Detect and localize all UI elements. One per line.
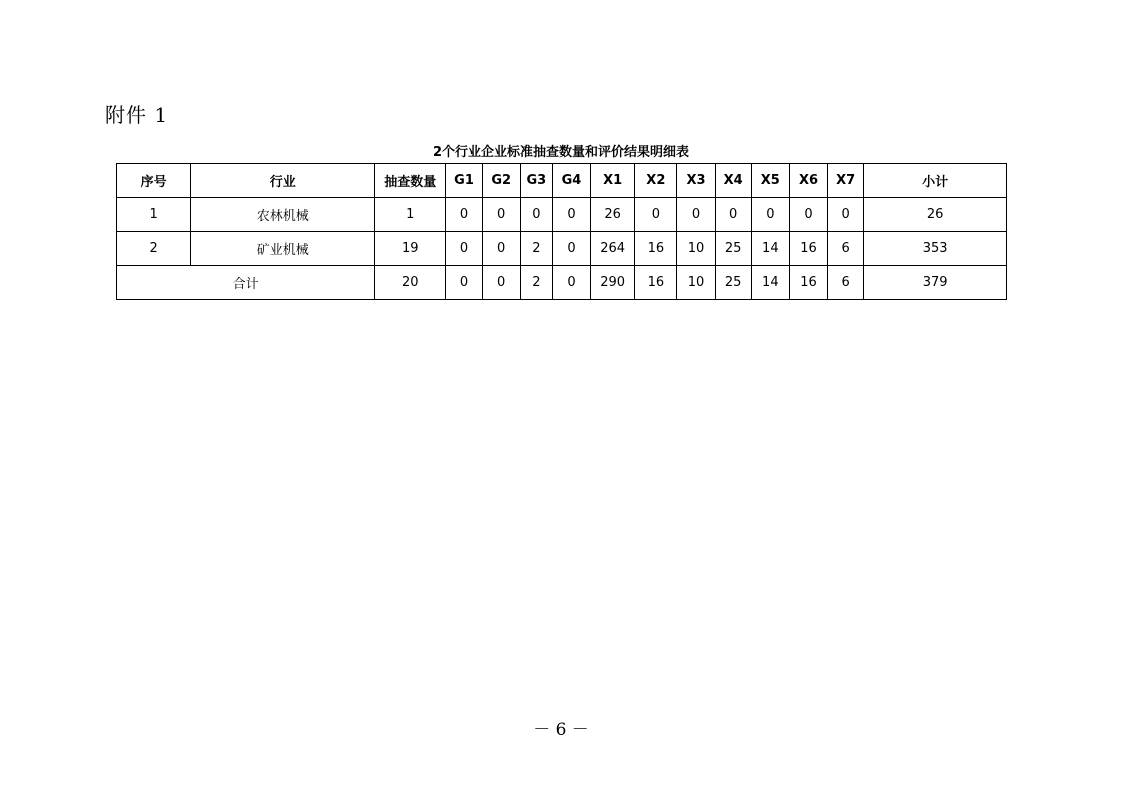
table-cell: 农林机械 [191,198,375,232]
total-cell: 290 [591,266,635,300]
table-cell: 0 [552,232,590,266]
header-cell: 抽查数量 [375,164,446,198]
table-cell: 0 [715,198,751,232]
total-cell: 6 [828,266,864,300]
page-number: － 6 － [533,720,589,740]
table-cell: 0 [482,232,520,266]
total-cell: 16 [789,266,827,300]
total-cell: 14 [751,266,789,300]
table-cell: 14 [751,232,789,266]
header-cell: G3 [520,164,552,198]
total-cell: 0 [552,266,590,300]
table-title: 2个行业企业标准抽查数量和评价结果明细表 [432,145,690,160]
total-row [117,266,1007,300]
total-cell: 2 [520,266,552,300]
table-cell: 0 [482,198,520,232]
table-cell: 264 [591,232,635,266]
table-cell: 1 [375,198,446,232]
table-cell: 0 [446,232,482,266]
table-cell: 26 [591,198,635,232]
table-cell: 16 [635,232,677,266]
header-cell: X1 [591,164,635,198]
table-cell: 16 [789,232,827,266]
total-cell: 0 [482,266,520,300]
header-cell: 小计 [864,164,1007,198]
total-cell: 10 [677,266,715,300]
header-cell: 行业 [191,164,375,198]
table-cell: 6 [828,232,864,266]
total-label: 合计 [117,266,375,300]
table-cell: 10 [677,232,715,266]
table-cell: 矿业机械 [191,232,375,266]
table-cell: 0 [635,198,677,232]
table-cell: 2 [117,232,191,266]
header-cell: 序号 [117,164,191,198]
header-cell: X2 [635,164,677,198]
table-cell: 26 [864,198,1007,232]
total-cell: 20 [375,266,446,300]
header-cell: X7 [828,164,864,198]
table-cell: 0 [446,198,482,232]
header-cell: X5 [751,164,789,198]
table-cell: 1 [117,198,191,232]
header-cell: X6 [789,164,827,198]
total-cell: 16 [635,266,677,300]
table-cell: 2 [520,232,552,266]
header-cell: G4 [552,164,590,198]
table-cell: 0 [520,198,552,232]
table-cell: 0 [828,198,864,232]
table-cell: 0 [789,198,827,232]
detail-table [116,163,1007,300]
table-row [117,198,1007,232]
header-cell: G2 [482,164,520,198]
total-cell: 25 [715,266,751,300]
attachment-label: 附件 1 [105,103,169,127]
table-cell: 19 [375,232,446,266]
total-cell: 379 [864,266,1007,300]
table-cell: 353 [864,232,1007,266]
header-cell: G1 [446,164,482,198]
table-cell: 0 [677,198,715,232]
header-cell: X3 [677,164,715,198]
table-cell: 0 [552,198,590,232]
total-cell: 0 [446,266,482,300]
header-cell: X4 [715,164,751,198]
table-cell: 25 [715,232,751,266]
table-row [117,232,1007,266]
header-row [117,164,1007,198]
table-cell: 0 [751,198,789,232]
